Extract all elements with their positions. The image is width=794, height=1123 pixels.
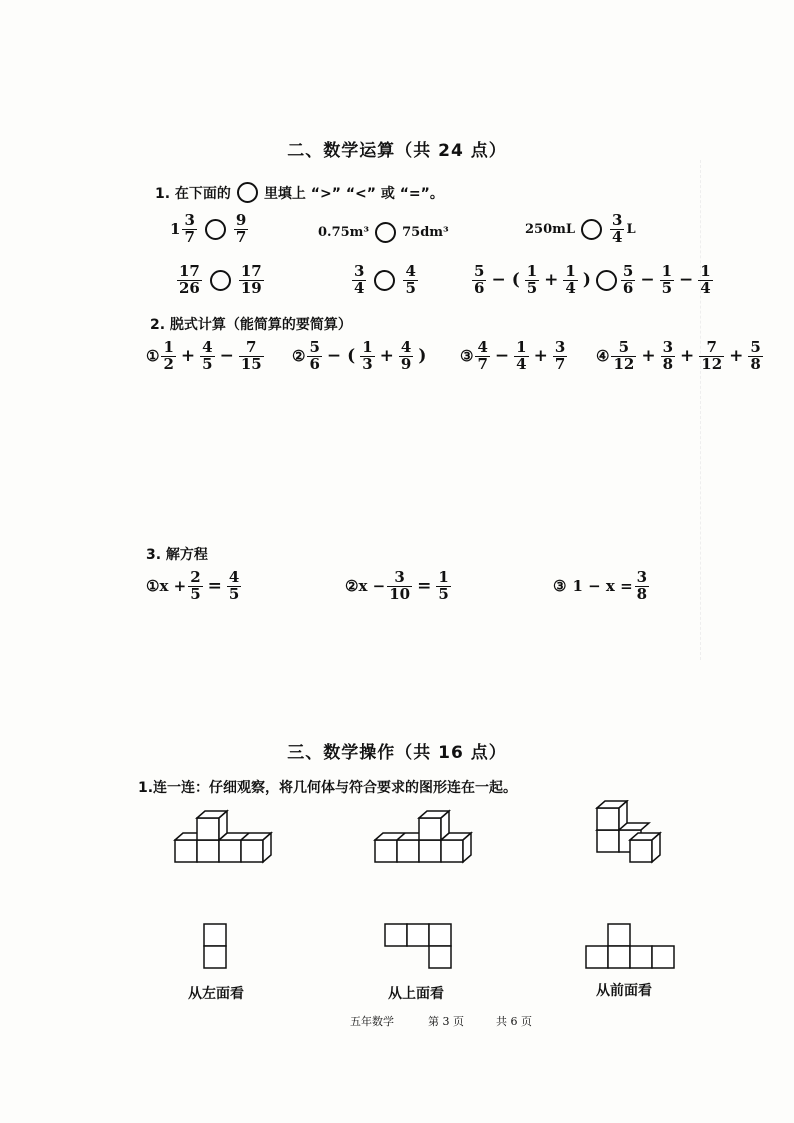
- equation-1: [146, 570, 243, 603]
- fraction: [307, 340, 321, 373]
- numerator: 5: [474, 262, 485, 280]
- operator: +: [729, 346, 744, 367]
- solid-1: [175, 811, 271, 862]
- operator: −: [219, 346, 234, 367]
- operator: (: [511, 270, 520, 291]
- denominator: 5: [202, 354, 213, 373]
- denominator: 5: [405, 278, 416, 297]
- fraction: [699, 340, 724, 373]
- fraction: [514, 340, 528, 373]
- answer-circle[interactable]: [210, 270, 231, 291]
- top-view-cell: [385, 924, 407, 946]
- numerator: 3: [636, 568, 648, 586]
- denominator: 6: [622, 278, 634, 297]
- item-mark: ①: [146, 347, 160, 366]
- front-view-cell: [608, 924, 630, 946]
- fraction: [177, 264, 202, 297]
- fraction: [239, 340, 264, 373]
- fraction: [387, 570, 412, 603]
- denominator: 6: [474, 278, 485, 297]
- operator: ): [418, 346, 427, 367]
- fraction: [436, 570, 450, 603]
- fraction: [610, 213, 624, 246]
- item-mark: ③: [553, 577, 567, 596]
- fraction: [621, 264, 635, 297]
- front-view-cell: [630, 946, 652, 968]
- numerator: 4: [477, 338, 488, 356]
- denominator: 15: [240, 354, 262, 373]
- fraction: [399, 340, 413, 373]
- numerator: 3: [394, 568, 405, 586]
- numerator: 17: [179, 262, 200, 280]
- denominator: 19: [240, 278, 262, 297]
- numerator: 3: [554, 338, 566, 356]
- solids-figures: [160, 800, 680, 880]
- calc-item-3: [460, 340, 569, 373]
- numerator: 9: [235, 211, 247, 229]
- denominator: 5: [526, 278, 538, 297]
- denominator: 5: [661, 278, 673, 297]
- denominator: 8: [750, 354, 761, 373]
- operator: +: [641, 346, 656, 367]
- answer-circle[interactable]: [596, 270, 617, 291]
- numerator: 4: [202, 338, 213, 356]
- fraction: [525, 264, 539, 297]
- fraction: [188, 570, 202, 603]
- numerator: 5: [750, 338, 761, 356]
- fraction: [239, 264, 264, 297]
- item-mark: ③: [460, 347, 474, 366]
- numerator: 1: [163, 338, 174, 356]
- section-2-title: 二、数学运算（共 24 点）: [287, 141, 507, 161]
- numerator: 1: [661, 262, 673, 280]
- denominator: 7: [554, 354, 566, 373]
- operator: +: [680, 346, 695, 367]
- front-view-cell: [608, 946, 630, 968]
- denominator: 8: [636, 584, 648, 603]
- fraction: [360, 340, 374, 373]
- top-view-cell: [429, 946, 451, 968]
- equation-lhs: x −: [358, 577, 386, 596]
- operator: (: [347, 346, 356, 367]
- numerator: 3: [184, 211, 195, 229]
- denominator: 5: [438, 584, 449, 603]
- denominator: 10: [389, 584, 411, 603]
- numerator: 7: [246, 338, 257, 356]
- operator: −: [491, 270, 506, 291]
- calc-item-1: [146, 340, 266, 373]
- view-figures: [190, 918, 690, 978]
- numerator: 3: [662, 338, 674, 356]
- numerator: 5: [618, 338, 630, 356]
- q1-title-text: 1. 在下面的: [155, 185, 231, 202]
- operator: −: [326, 346, 342, 367]
- top-view-cell: [407, 924, 429, 946]
- fraction: [611, 340, 636, 373]
- q1-title-after: 里填上 “>” “<” 或 “=”。: [263, 185, 444, 202]
- compare-item-3: [525, 213, 636, 246]
- numerator: 4: [228, 568, 240, 586]
- fraction: [475, 340, 489, 373]
- item-mark: ②: [345, 577, 359, 596]
- fraction: [234, 213, 248, 246]
- calc-item-2: [292, 340, 429, 373]
- fraction: [698, 264, 712, 297]
- equation-lhs: x +: [159, 577, 187, 596]
- fraction: [352, 264, 366, 297]
- compare-item-1: [170, 213, 250, 246]
- denominator: 9: [400, 354, 412, 373]
- volume-right: 75dm³: [402, 225, 449, 240]
- numerator: 1: [700, 262, 711, 280]
- numerator: 3: [354, 262, 365, 280]
- numerator: 2: [190, 568, 201, 586]
- unit: L: [626, 221, 636, 237]
- s3-q1-title: 1.连一连：仔细观察，将几何体与符合要求的图形连在一起。: [138, 780, 518, 796]
- answer-circle[interactable]: [374, 270, 395, 291]
- denominator: 6: [309, 354, 320, 373]
- whole-number: 1: [170, 220, 181, 239]
- fraction: [635, 570, 649, 603]
- caption-front-view: 从前面看: [596, 983, 652, 999]
- numerator: 1: [565, 262, 576, 280]
- denominator: 3: [362, 354, 373, 373]
- numerator: 1: [526, 262, 538, 280]
- operator: +: [180, 346, 196, 367]
- numerator: 1: [362, 338, 373, 356]
- denominator: 7: [235, 227, 247, 246]
- equals: =: [417, 576, 432, 597]
- compare-item-6: [470, 264, 715, 297]
- calc-item-4: [596, 340, 765, 373]
- operator: −: [679, 270, 694, 291]
- compare-item-5: [350, 264, 420, 297]
- numerator: 4: [400, 338, 412, 356]
- q2-title: 2. 脱式计算（能简算的要简算）: [150, 317, 352, 333]
- denominator: 26: [179, 278, 200, 297]
- answer-circle[interactable]: [581, 219, 602, 240]
- equation-2: [345, 570, 453, 603]
- numerator: 17: [240, 262, 262, 280]
- denominator: 4: [354, 278, 365, 297]
- q1-title: [155, 182, 444, 203]
- denominator: 2: [163, 354, 174, 373]
- fraction: [660, 264, 674, 297]
- compare-item-2: [318, 222, 449, 243]
- equation-lhs: 1 − x =: [572, 577, 633, 596]
- denominator: 4: [612, 227, 623, 246]
- operator: +: [379, 346, 394, 367]
- denominator: 12: [701, 354, 723, 373]
- top-view-cell: [429, 924, 451, 946]
- numerator: 1: [516, 338, 527, 356]
- caption-left-view: 从左面看: [188, 986, 244, 1002]
- numerator: 7: [706, 338, 717, 356]
- denominator: 7: [184, 227, 195, 246]
- numerator: 3: [612, 211, 623, 229]
- fraction: [200, 340, 214, 373]
- volume-left: 0.75m³: [318, 225, 370, 240]
- numerator: 5: [622, 262, 634, 280]
- numerator: 5: [309, 338, 320, 356]
- denominator: 7: [477, 354, 488, 373]
- numerator: 1: [438, 568, 449, 586]
- denominator: 4: [516, 354, 527, 373]
- fraction: [227, 570, 241, 603]
- footer-subject: 五年数学: [350, 1015, 394, 1028]
- operator: −: [640, 270, 655, 291]
- item-mark: ①: [146, 577, 160, 596]
- q3-title: 3. 解方程: [146, 547, 208, 563]
- answer-circle[interactable]: [375, 222, 396, 243]
- numerator: 4: [405, 262, 416, 280]
- fraction: [553, 340, 567, 373]
- operator: −: [494, 346, 510, 367]
- left-view-cell: [204, 946, 226, 968]
- operator: ): [582, 270, 591, 291]
- solid-2: [375, 811, 471, 862]
- caption-top-view: 从上面看: [388, 986, 444, 1002]
- section-3-title: 三、数学操作（共 16 点）: [287, 743, 507, 763]
- denominator: 5: [190, 584, 201, 603]
- operator: +: [544, 270, 559, 291]
- equation-3: [553, 570, 651, 603]
- footer-total: 共 6 页: [496, 1015, 532, 1028]
- denominator: 8: [662, 354, 674, 373]
- left-view-cell: [204, 924, 226, 946]
- bleed-through: [700, 160, 791, 660]
- item-mark: ②: [292, 347, 306, 366]
- fraction: [748, 340, 762, 373]
- denominator: 4: [700, 278, 711, 297]
- fraction: [161, 340, 175, 373]
- front-view-cell: [652, 946, 674, 968]
- operator: +: [533, 346, 548, 367]
- solid-3: [597, 801, 660, 862]
- denominator: 12: [613, 354, 635, 373]
- front-view-cell: [586, 946, 608, 968]
- fraction: [563, 264, 577, 297]
- circle-icon: [237, 182, 258, 203]
- compare-item-4: [175, 264, 266, 297]
- denominator: 4: [565, 278, 576, 297]
- answer-circle[interactable]: [205, 219, 226, 240]
- fraction: [182, 213, 196, 246]
- equals: =: [207, 576, 222, 597]
- fraction: [472, 264, 486, 297]
- footer-page: 第 3 页: [428, 1015, 464, 1028]
- volume-left: 250mL: [525, 221, 576, 237]
- denominator: 5: [228, 584, 240, 603]
- fraction: [403, 264, 417, 297]
- item-mark: ④: [596, 347, 610, 366]
- fraction: [661, 340, 675, 373]
